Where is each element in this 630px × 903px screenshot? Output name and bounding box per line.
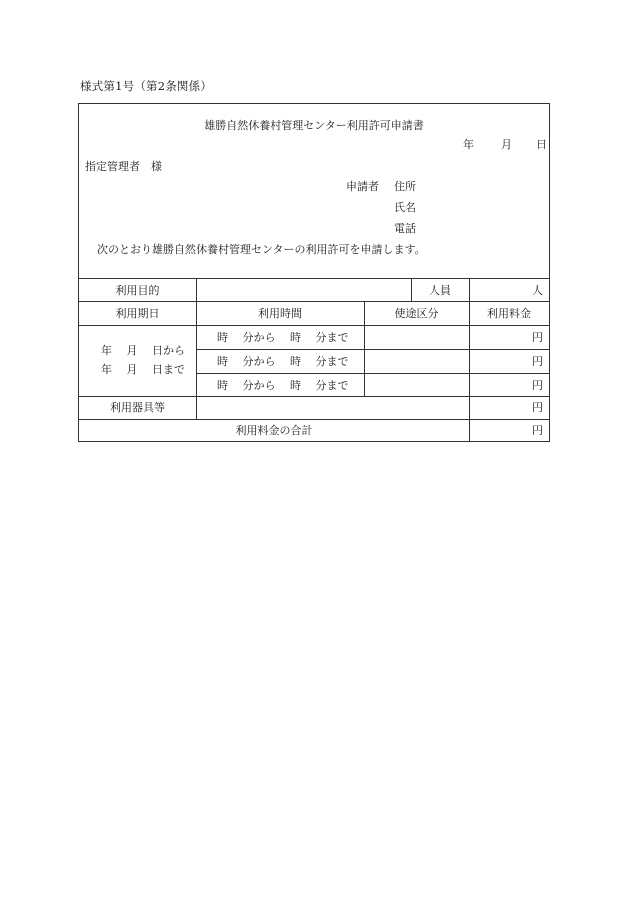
fee-label: 利用料金 [487,307,531,320]
total-label: 利用料金の合計 [235,424,313,437]
application-statement: 次のとおり雄勝自然休養村管理センターの利用許可を申請します。 [97,243,426,256]
fee-yen-2: 円 [532,355,543,368]
date-from: 年 月 日から [101,344,185,357]
form-title: 雄勝自然休養村管理センター利用許可申請書 [204,119,424,132]
application-form [78,103,550,442]
applicant-label: 申請者 [346,180,379,193]
total-yen: 円 [532,424,543,437]
people-label: 人員 [429,284,451,297]
time-row-1: 時 分から 時 分まで [217,331,349,344]
date-month: 月 [501,138,512,151]
purpose-field[interactable] [197,279,410,300]
equipment-label: 利用器具等 [110,401,165,414]
people-unit: 人 [532,284,543,297]
fee-yen-3: 円 [532,379,543,392]
time-label: 利用時間 [258,307,302,320]
period-label: 利用期日 [115,307,160,320]
date-to: 年 月 日まで [101,363,185,376]
name-label: 氏名 [394,201,416,214]
date-year: 年 [463,138,474,151]
addressee: 指定管理者 様 [85,160,162,173]
purpose-label: 利用目的 [115,284,160,297]
equipment-yen: 円 [532,401,543,414]
time-row-3: 時 分から 時 分まで [217,379,349,392]
fee-yen-1: 円 [532,331,543,344]
phone-label: 電話 [394,222,416,235]
equipment-field[interactable] [197,397,468,418]
time-row-2: 時 分から 時 分まで [217,355,349,368]
address-label: 住所 [394,180,416,193]
usage-label: 使途区分 [394,307,439,320]
date-day: 日 [536,138,547,151]
form-caption: 様式第1号（第2条関係） [80,79,213,93]
